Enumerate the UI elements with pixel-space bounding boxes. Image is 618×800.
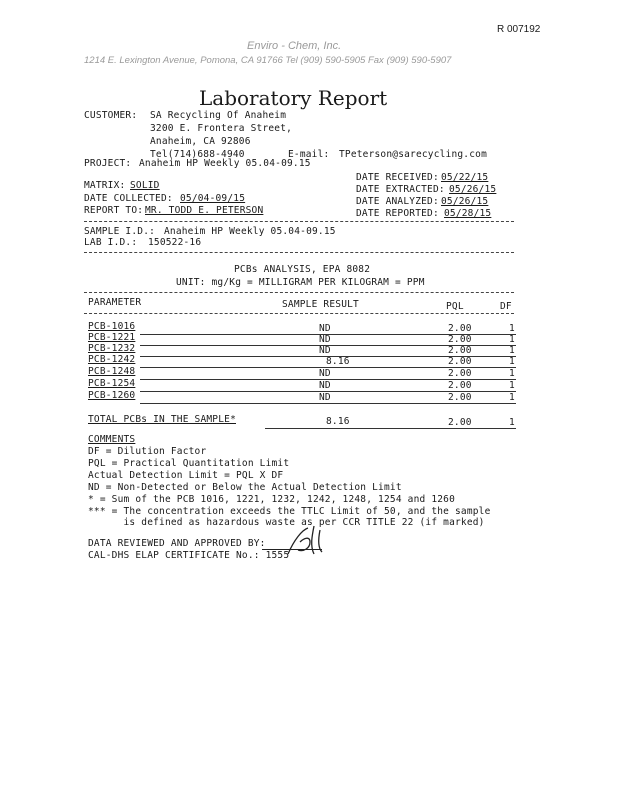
row-result: ND (319, 345, 331, 356)
customer-name: SA Recycling Of Anaheim (150, 110, 287, 121)
matrix-value: SOLID (130, 180, 160, 191)
row-pql: 2.00 (448, 392, 472, 403)
total-result: 8.16 (326, 416, 350, 427)
cert-text: CAL-DHS ELAP CERTIFICATE No.: 1555 (88, 550, 290, 561)
header-pql: PQL (446, 301, 464, 312)
row-underline (140, 403, 516, 404)
row-pql: 2.00 (448, 380, 472, 391)
letterhead-company: Enviro - Chem, Inc. (247, 40, 342, 52)
row-result: ND (319, 380, 331, 391)
comment-line: PQL = Practical Quantitation Limit (88, 458, 290, 469)
row-pql: 2.00 (448, 345, 472, 356)
date-reported-label: DATE REPORTED: (356, 208, 439, 219)
page-id: R 007192 (497, 24, 541, 35)
letterhead-address: 1214 E. Lexington Avenue, Pomona, CA 91766 Tel (909) 590-5905 Fax (909) 590-5907 (84, 55, 452, 66)
date-collected-label: DATE COLLECTED: (84, 193, 173, 204)
header-parameter: PARAMETER (88, 297, 142, 308)
matrix-label: MATRIX: (84, 180, 126, 191)
row-parameter: PCB-1248 (88, 366, 136, 377)
date-analyzed-label: DATE ANALYZED: (356, 196, 439, 207)
date-reported-value: 05/28/15 (444, 208, 492, 219)
lab-id-label: LAB I.D.: (84, 237, 138, 248)
row-df: 1 (509, 392, 515, 403)
row-parameter: PCB-1221 (88, 332, 136, 343)
row-pql: 2.00 (448, 334, 472, 345)
row-df: 1 (509, 356, 515, 367)
customer-email-label: E-mail: (288, 149, 330, 160)
row-result: ND (319, 334, 331, 345)
date-extracted-label: DATE EXTRACTED: (356, 184, 445, 195)
report-title: Laboratory Report (199, 86, 388, 110)
row-df: 1 (509, 345, 515, 356)
header-result: SAMPLE RESULT (282, 299, 359, 310)
row-pql: 2.00 (448, 323, 472, 334)
customer-tel: Tel(714)688-4940 (150, 149, 245, 160)
customer-label: CUSTOMER: (84, 110, 138, 121)
row-result: ND (319, 368, 331, 379)
sample-id-value: Anaheim HP Weekly 05.04-09.15 (164, 226, 336, 237)
total-df: 1 (509, 417, 515, 428)
divider (84, 221, 514, 222)
row-parameter: PCB-1242 (88, 354, 136, 365)
row-df: 1 (509, 323, 515, 334)
divider (84, 313, 514, 314)
date-received-value: 05/22/15 (441, 172, 489, 183)
row-parameter: PCB-1232 (88, 343, 136, 354)
comment-line: DF = Dilution Factor (88, 446, 207, 457)
comment-line: Actual Detection Limit = PQL X DF (88, 470, 284, 481)
header-df: DF (500, 301, 512, 312)
comment-line: * = Sum of the PCB 1016, 1221, 1232, 1242, 1248, 1254 and 1260 (88, 494, 456, 505)
row-df: 1 (509, 380, 515, 391)
sample-id-label: SAMPLE I.D.: (84, 226, 156, 237)
project-label: PROJECT: (84, 158, 132, 169)
total-parameter: TOTAL PCBs IN THE SAMPLE* (88, 414, 236, 425)
total-pql: 2.00 (448, 417, 472, 428)
report-to-value: MR. TODD E. PETERSON (145, 205, 264, 216)
row-parameter: PCB-1260 (88, 390, 136, 401)
approval-label: DATA REVIEWED AND APPROVED BY: (88, 538, 266, 549)
row-df: 1 (509, 334, 515, 345)
analysis-unit: UNIT: mg/Kg = MILLIGRAM PER KILOGRAM = PPM (176, 277, 425, 288)
comment-line: *** = The concentration exceeds the TTLC Limit of 50, and the sample (88, 506, 491, 517)
comment-line: is defined as hazardous waste as per CCR TITLE 22 (if marked) (88, 517, 485, 528)
row-pql: 2.00 (448, 356, 472, 367)
divider (84, 292, 514, 293)
date-extracted-value: 05/26/15 (449, 184, 497, 195)
customer-street: 3200 E. Frontera Street, (150, 123, 293, 134)
date-collected-value: 05/04-09/15 (180, 193, 246, 204)
divider (84, 252, 514, 253)
report-to-label: REPORT TO: (84, 205, 144, 216)
analysis-title: PCBs ANALYSIS, EPA 8082 (234, 264, 371, 275)
date-received-label: DATE RECEIVED: (356, 172, 439, 183)
customer-email: TPeterson@sarecycling.com (339, 149, 487, 160)
total-underline (265, 428, 516, 429)
row-result: ND (319, 392, 331, 403)
row-result: 8.16 (326, 356, 350, 367)
customer-city: Anaheim, CA 92806 (150, 136, 251, 147)
comment-line: ND = Non-Detected or Below the Actual Detection Limit (88, 482, 402, 493)
row-result: ND (319, 323, 331, 334)
comments-heading: COMMENTS (88, 434, 136, 445)
project-value: Anaheim HP Weekly 05.04-09.15 (139, 158, 311, 169)
lab-id-value: 150522-16 (148, 237, 202, 248)
date-analyzed-value: 05/26/15 (441, 196, 489, 207)
row-df: 1 (509, 368, 515, 379)
row-pql: 2.00 (448, 368, 472, 379)
row-parameter: PCB-1254 (88, 378, 136, 389)
row-parameter: PCB-1016 (88, 321, 136, 332)
